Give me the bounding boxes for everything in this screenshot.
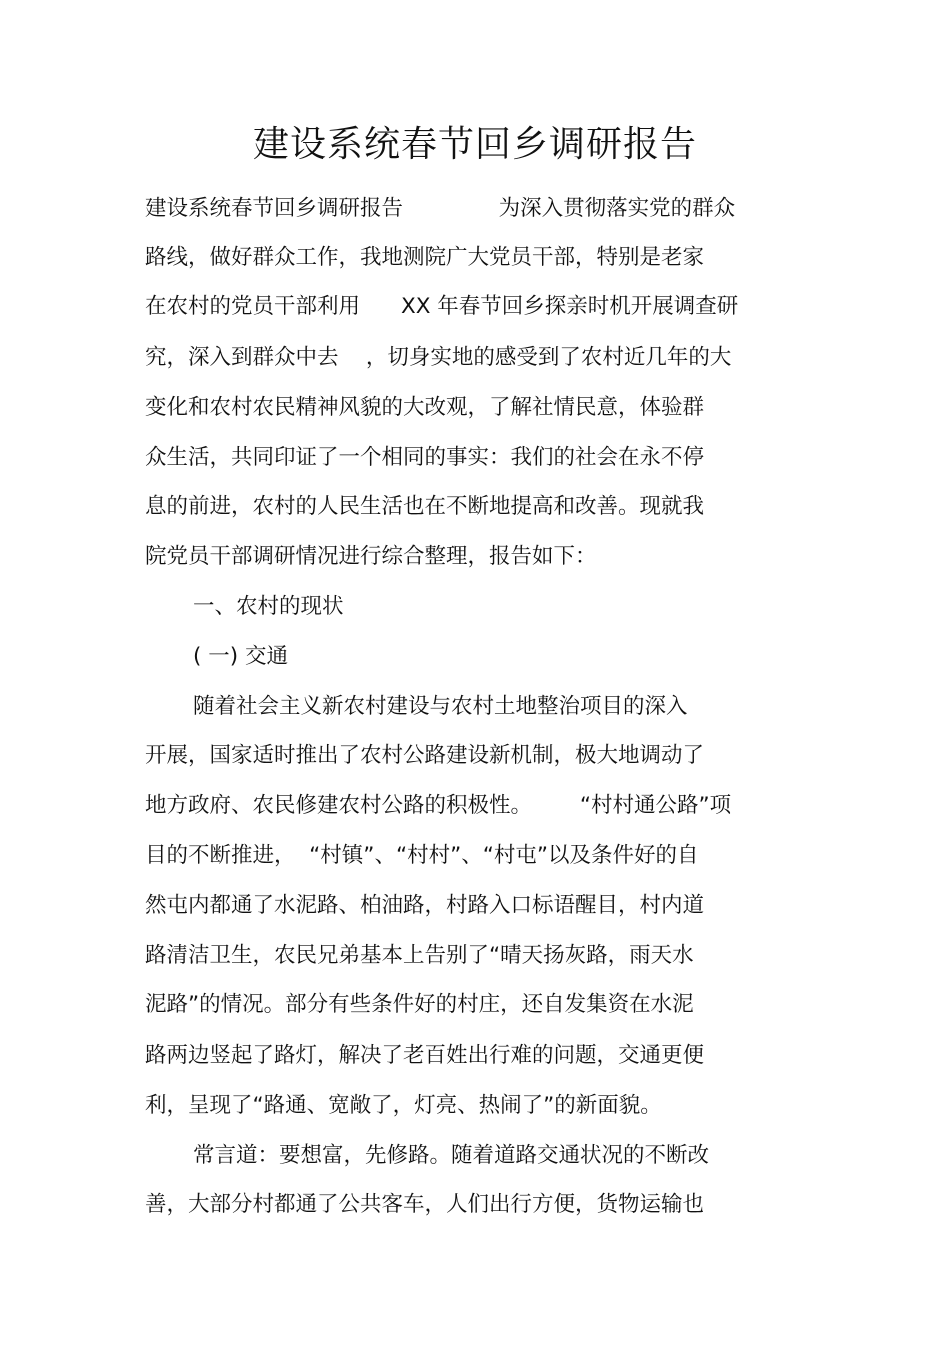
section-heading: 一、农村的现状 [193,594,344,619]
document-title: 建设系统春节回乡调研报告 [252,124,697,165]
body-line-4: 究，深入到群众中去 ，切身实地的感受到了农村近几年的大 [145,345,732,370]
body-line-19: 利，呈现了“路通、宽敞了，灯亮、热闹了”的新面貌。 [145,1093,662,1118]
subsection-heading: ( 一) 交通 [193,644,288,669]
body-line-5: 变化和农村农民精神风貌的大改观，了解社情民意，体验群 [145,395,705,420]
body-line-21: 善，大部分村都通了公共客车，人们出行方便，货物运输也 [145,1192,705,1217]
body-line-1: 建设系统春节回乡调研报告 为深入贯彻落实党的群众 [145,196,736,221]
body-line-15: 然屯内都通了水泥路、柏油路，村路入口标语醒目，村内道 [145,893,705,918]
body-line-3: 在农村的党员干部利用 XX 年春节回乡探亲时机开展调查研 [145,294,739,319]
body-line-7: 息的前进，农村的人民生活也在不断地提高和改善。现就我 [145,494,705,519]
body-line-8: 院党员干部调研情况进行综合整理，报告如下： [145,544,597,569]
body-line-20: 常言道：要想富，先修路。随着道路交通状况的不断改 [193,1143,710,1168]
body-line-2: 路线，做好群众工作，我地测院广大党员干部，特别是老家 [145,245,705,270]
body-line-6: 众生活，共同印证了一个相同的事实：我们的社会在永不停 [145,445,705,470]
body-line-13: 地方政府、农民修建农村公路的积极性。 “村村通公路”项 [145,793,732,818]
body-line-11: 随着社会主义新农村建设与农村土地整治项目的深入 [193,694,688,719]
body-line-18: 路两边竖起了路灯，解决了老百姓出行难的问题，交通更便 [145,1043,705,1068]
body-line-12: 开展，国家适时推出了农村公路建设新机制，极大地调动了 [145,743,705,768]
body-line-16: 路清洁卫生，农民兄弟基本上告别了“晴天扬灰路，雨天水 [145,943,694,968]
body-line-17: 泥路”的情况。部分有些条件好的村庄，还自发集资在水泥 [145,992,694,1017]
body-line-14: 目的不断推进， “村镇”、“村村”、“村屯”以及条件好的自 [145,843,699,868]
